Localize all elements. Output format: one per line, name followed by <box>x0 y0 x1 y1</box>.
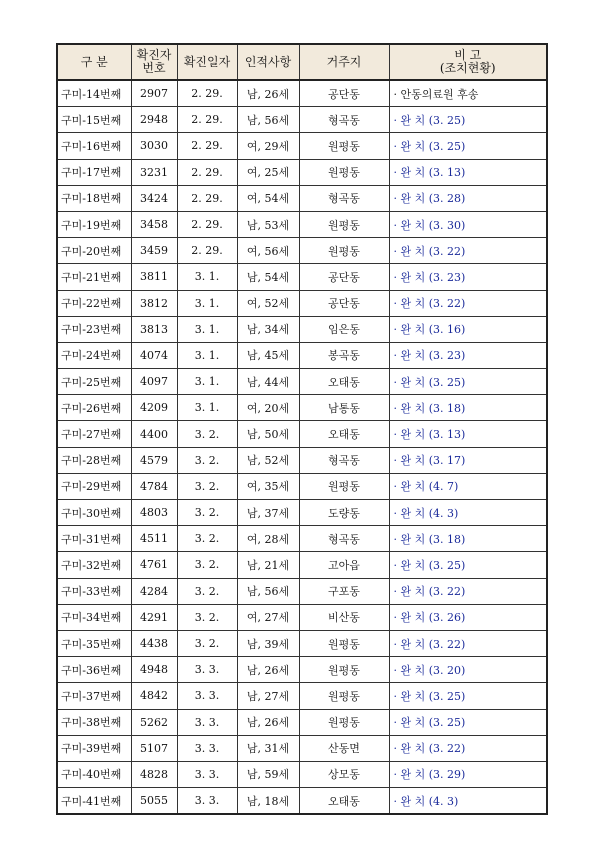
confirm-date-cell: 2. 29. <box>177 107 237 133</box>
residence-cell: 고아읍 <box>299 552 389 578</box>
remarks-cell: · 완 치 (3. 30) <box>389 211 547 237</box>
residence-cell: 형곡동 <box>299 447 389 473</box>
residence-cell: 비산동 <box>299 604 389 630</box>
patient-id-cell: 구미-35번째 <box>57 630 131 656</box>
table-row <box>57 500 547 526</box>
personal-info-cell: 남, 37세 <box>237 500 299 526</box>
confirm-date-cell: 2. 29. <box>177 185 237 211</box>
residence-cell: 오태동 <box>299 421 389 447</box>
remarks-cell: · 완 치 (3. 25) <box>389 133 547 159</box>
table-row <box>57 133 547 159</box>
personal-info-cell: 남, 54세 <box>237 264 299 290</box>
residence-cell: 오태동 <box>299 788 389 815</box>
patient-id-cell: 구미-22번째 <box>57 290 131 316</box>
remarks-cell: · 완 치 (3. 25) <box>389 683 547 709</box>
remarks-cell: · 완 치 (3. 17) <box>389 447 547 473</box>
personal-info-cell: 남, 27세 <box>237 683 299 709</box>
confirm-date-cell: 3. 2. <box>177 630 237 656</box>
residence-cell: 원평동 <box>299 238 389 264</box>
remarks-cell: · 완 치 (3. 25) <box>389 107 547 133</box>
patient-number-cell: 4097 <box>131 369 177 395</box>
confirm-date-cell: 3. 2. <box>177 447 237 473</box>
personal-info-cell: 남, 53세 <box>237 211 299 237</box>
confirm-date-cell: 3. 3. <box>177 683 237 709</box>
remarks-cell: · 완 치 (3. 23) <box>389 342 547 368</box>
residence-cell: 산동면 <box>299 735 389 761</box>
patient-id-cell: 구미-25번째 <box>57 369 131 395</box>
residence-cell: 봉곡동 <box>299 342 389 368</box>
patient-number-cell: 3812 <box>131 290 177 316</box>
patient-number-cell: 3811 <box>131 264 177 290</box>
residence-cell: 원평동 <box>299 657 389 683</box>
personal-info-cell: 남, 34세 <box>237 316 299 342</box>
header-personal-info: 인적사항 <box>237 44 299 80</box>
remarks-cell: · 완 치 (4. 3) <box>389 788 547 815</box>
patient-number-cell: 3458 <box>131 211 177 237</box>
remarks-cell: · 완 치 (3. 22) <box>389 630 547 656</box>
remarks-cell: · 안동의료원 후송 <box>389 80 547 107</box>
residence-cell: 공단동 <box>299 290 389 316</box>
patient-id-cell: 구미-31번째 <box>57 526 131 552</box>
remarks-cell: · 완 치 (3. 13) <box>389 159 547 185</box>
residence-cell: 형곡동 <box>299 526 389 552</box>
patient-number-cell: 3231 <box>131 159 177 185</box>
confirm-date-cell: 3. 1. <box>177 264 237 290</box>
patient-number-cell: 3459 <box>131 238 177 264</box>
residence-cell: 구포동 <box>299 578 389 604</box>
residence-cell: 형곡동 <box>299 107 389 133</box>
header-remarks-line2: (조치현황) <box>439 61 496 75</box>
patient-id-cell: 구미-14번째 <box>57 80 131 107</box>
personal-info-cell: 남, 45세 <box>237 342 299 368</box>
patient-id-cell: 구미-30번째 <box>57 500 131 526</box>
confirm-date-cell: 3. 3. <box>177 657 237 683</box>
personal-info-cell: 남, 52세 <box>237 447 299 473</box>
table-row <box>57 316 547 342</box>
header-patient-number-line1: 확진자 <box>136 48 172 62</box>
residence-cell: 원평동 <box>299 473 389 499</box>
table-row <box>57 290 547 316</box>
patient-id-cell: 구미-20번째 <box>57 238 131 264</box>
personal-info-cell: 남, 56세 <box>237 107 299 133</box>
personal-info-cell: 남, 39세 <box>237 630 299 656</box>
residence-cell: 원평동 <box>299 159 389 185</box>
confirm-date-cell: 2. 29. <box>177 238 237 264</box>
patient-number-cell: 4579 <box>131 447 177 473</box>
remarks-cell: · 완 치 (3. 22) <box>389 578 547 604</box>
table-row <box>57 185 547 211</box>
patient-id-cell: 구미-34번째 <box>57 604 131 630</box>
patient-number-cell: 4074 <box>131 342 177 368</box>
personal-info-cell: 여, 25세 <box>237 159 299 185</box>
residence-cell: 오태동 <box>299 369 389 395</box>
patient-number-cell: 5055 <box>131 788 177 815</box>
patient-id-cell: 구미-38번째 <box>57 709 131 735</box>
personal-info-cell: 남, 21세 <box>237 552 299 578</box>
remarks-cell: · 완 치 (3. 16) <box>389 316 547 342</box>
table-row <box>57 709 547 735</box>
patient-number-cell: 4400 <box>131 421 177 447</box>
patient-number-cell: 3813 <box>131 316 177 342</box>
remarks-cell: · 완 치 (4. 7) <box>389 473 547 499</box>
patient-id-cell: 구미-28번째 <box>57 447 131 473</box>
patient-status-table <box>56 43 548 815</box>
table-row <box>57 526 547 552</box>
table-row <box>57 735 547 761</box>
patient-id-cell: 구미-17번째 <box>57 159 131 185</box>
confirm-date-cell: 2. 29. <box>177 80 237 107</box>
personal-info-cell: 남, 26세 <box>237 80 299 107</box>
patient-id-cell: 구미-24번째 <box>57 342 131 368</box>
confirm-date-cell: 3. 2. <box>177 500 237 526</box>
patient-id-cell: 구미-29번째 <box>57 473 131 499</box>
remarks-cell: · 완 치 (3. 22) <box>389 238 547 264</box>
confirm-date-cell: 3. 2. <box>177 421 237 447</box>
residence-cell: 공단동 <box>299 264 389 290</box>
patient-id-cell: 구미-40번째 <box>57 761 131 787</box>
remarks-cell: · 완 치 (3. 25) <box>389 552 547 578</box>
personal-info-cell: 여, 29세 <box>237 133 299 159</box>
remarks-cell: · 완 치 (3. 23) <box>389 264 547 290</box>
confirm-date-cell: 3. 3. <box>177 709 237 735</box>
personal-info-cell: 남, 59세 <box>237 761 299 787</box>
remarks-cell: · 완 치 (3. 28) <box>389 185 547 211</box>
table-row <box>57 683 547 709</box>
patient-number-cell: 4291 <box>131 604 177 630</box>
personal-info-cell: 여, 27세 <box>237 604 299 630</box>
table-row <box>57 159 547 185</box>
table-row <box>57 604 547 630</box>
residence-cell: 원평동 <box>299 630 389 656</box>
residence-cell: 임은동 <box>299 316 389 342</box>
table-header-row <box>57 44 547 80</box>
table-row <box>57 578 547 604</box>
residence-cell: 원평동 <box>299 709 389 735</box>
patient-id-cell: 구미-41번째 <box>57 788 131 815</box>
patient-number-cell: 4284 <box>131 578 177 604</box>
header-remarks <box>389 44 547 80</box>
patient-number-cell: 4511 <box>131 526 177 552</box>
personal-info-cell: 여, 20세 <box>237 395 299 421</box>
patient-id-cell: 구미-26번째 <box>57 395 131 421</box>
header-confirm-date: 확진일자 <box>177 44 237 80</box>
remarks-cell: · 완 치 (4. 3) <box>389 500 547 526</box>
remarks-cell: · 완 치 (3. 13) <box>389 421 547 447</box>
table-row <box>57 657 547 683</box>
confirm-date-cell: 3. 2. <box>177 526 237 552</box>
personal-info-cell: 남, 26세 <box>237 657 299 683</box>
patient-number-cell: 4842 <box>131 683 177 709</box>
patient-id-cell: 구미-33번째 <box>57 578 131 604</box>
table-row <box>57 80 547 107</box>
table-row <box>57 552 547 578</box>
confirm-date-cell: 3. 2. <box>177 578 237 604</box>
patient-number-cell: 4209 <box>131 395 177 421</box>
table-row <box>57 238 547 264</box>
confirm-date-cell: 3. 2. <box>177 473 237 499</box>
confirm-date-cell: 3. 3. <box>177 761 237 787</box>
remarks-cell: · 완 치 (3. 26) <box>389 604 547 630</box>
table-row <box>57 342 547 368</box>
confirm-date-cell: 2. 29. <box>177 211 237 237</box>
patient-id-cell: 구미-18번째 <box>57 185 131 211</box>
patient-number-cell: 4948 <box>131 657 177 683</box>
patient-number-cell: 4784 <box>131 473 177 499</box>
table-row <box>57 473 547 499</box>
patient-number-cell: 3030 <box>131 133 177 159</box>
table-row <box>57 447 547 473</box>
residence-cell: 형곡동 <box>299 185 389 211</box>
personal-info-cell: 여, 35세 <box>237 473 299 499</box>
patient-id-cell: 구미-39번째 <box>57 735 131 761</box>
personal-info-cell: 남, 50세 <box>237 421 299 447</box>
residence-cell: 도량동 <box>299 500 389 526</box>
residence-cell: 원평동 <box>299 211 389 237</box>
remarks-cell: · 완 치 (3. 25) <box>389 709 547 735</box>
confirm-date-cell: 2. 29. <box>177 159 237 185</box>
header-patient-number-line2: 번호 <box>142 61 166 75</box>
confirm-date-cell: 3. 1. <box>177 290 237 316</box>
confirm-date-cell: 3. 1. <box>177 342 237 368</box>
residence-cell: 원평동 <box>299 683 389 709</box>
patient-id-cell: 구미-15번째 <box>57 107 131 133</box>
personal-info-cell: 여, 52세 <box>237 290 299 316</box>
patient-id-cell: 구미-23번째 <box>57 316 131 342</box>
header-patient-number <box>131 44 177 80</box>
patient-number-cell: 4761 <box>131 552 177 578</box>
personal-info-cell: 남, 18세 <box>237 788 299 815</box>
remarks-cell: · 완 치 (3. 18) <box>389 526 547 552</box>
table-row <box>57 421 547 447</box>
header-residence: 거주지 <box>299 44 389 80</box>
confirm-date-cell: 3. 1. <box>177 316 237 342</box>
table-row <box>57 369 547 395</box>
confirm-date-cell: 3. 1. <box>177 369 237 395</box>
patient-number-cell: 4438 <box>131 630 177 656</box>
personal-info-cell: 남, 56세 <box>237 578 299 604</box>
table-row <box>57 107 547 133</box>
patient-number-cell: 2907 <box>131 80 177 107</box>
personal-info-cell: 여, 54세 <box>237 185 299 211</box>
residence-cell: 공단동 <box>299 80 389 107</box>
remarks-cell: · 완 치 (3. 25) <box>389 369 547 395</box>
remarks-cell: · 완 치 (3. 29) <box>389 761 547 787</box>
table-row <box>57 211 547 237</box>
patient-number-cell: 5107 <box>131 735 177 761</box>
remarks-cell: · 완 치 (3. 22) <box>389 735 547 761</box>
confirm-date-cell: 3. 3. <box>177 735 237 761</box>
residence-cell: 상모동 <box>299 761 389 787</box>
table-row <box>57 395 547 421</box>
patient-number-cell: 4803 <box>131 500 177 526</box>
remarks-cell: · 완 치 (3. 18) <box>389 395 547 421</box>
personal-info-cell: 여, 56세 <box>237 238 299 264</box>
confirm-date-cell: 3. 1. <box>177 395 237 421</box>
table-row <box>57 761 547 787</box>
patient-number-cell: 5262 <box>131 709 177 735</box>
header-category: 구 분 <box>57 44 131 80</box>
patient-id-cell: 구미-19번째 <box>57 211 131 237</box>
personal-info-cell: 남, 44세 <box>237 369 299 395</box>
residence-cell: 원평동 <box>299 133 389 159</box>
patient-id-cell: 구미-16번째 <box>57 133 131 159</box>
patient-id-cell: 구미-32번째 <box>57 552 131 578</box>
residence-cell: 남통동 <box>299 395 389 421</box>
remarks-cell: · 완 치 (3. 20) <box>389 657 547 683</box>
personal-info-cell: 여, 28세 <box>237 526 299 552</box>
patient-id-cell: 구미-36번째 <box>57 657 131 683</box>
patient-number-cell: 2948 <box>131 107 177 133</box>
confirm-date-cell: 3. 2. <box>177 604 237 630</box>
personal-info-cell: 남, 31세 <box>237 735 299 761</box>
table-row <box>57 788 547 815</box>
table-row <box>57 264 547 290</box>
personal-info-cell: 남, 26세 <box>237 709 299 735</box>
table-row <box>57 630 547 656</box>
patient-id-cell: 구미-21번째 <box>57 264 131 290</box>
patient-number-cell: 3424 <box>131 185 177 211</box>
patient-id-cell: 구미-37번째 <box>57 683 131 709</box>
header-remarks-line1: 비 고 <box>454 48 482 62</box>
confirm-date-cell: 2. 29. <box>177 133 237 159</box>
confirm-date-cell: 3. 3. <box>177 788 237 815</box>
confirm-date-cell: 3. 2. <box>177 552 237 578</box>
remarks-cell: · 완 치 (3. 22) <box>389 290 547 316</box>
patient-id-cell: 구미-27번째 <box>57 421 131 447</box>
patient-number-cell: 4828 <box>131 761 177 787</box>
